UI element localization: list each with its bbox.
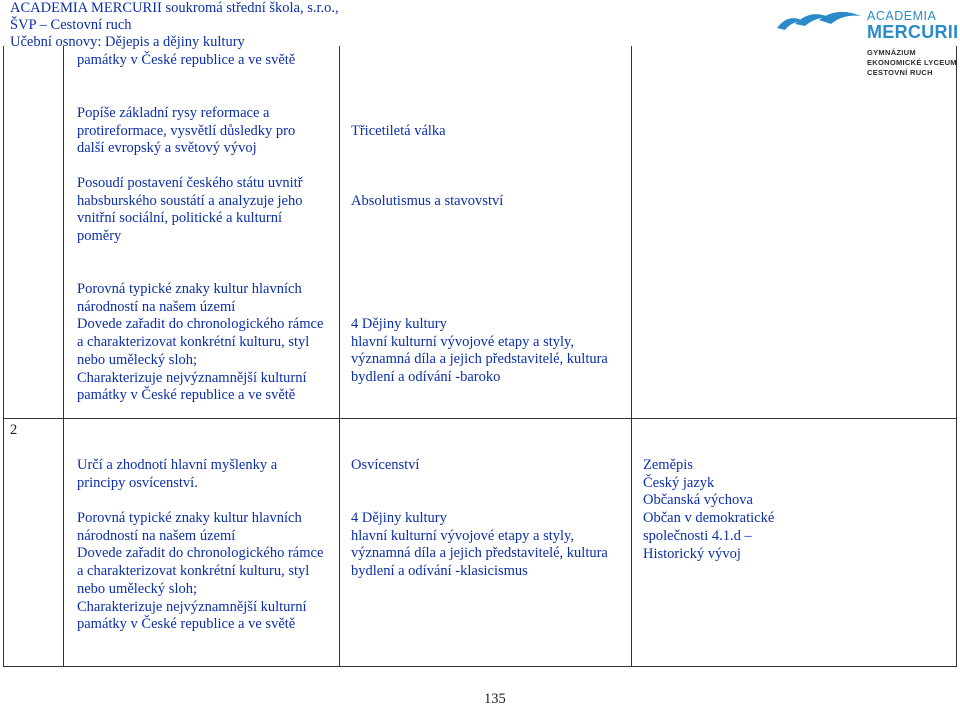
mercury-wing-icon — [775, 8, 863, 42]
row1-outcomes-habsburg: Posoudí postavení českého státu uvnitř habsburského soustátí a analyzuje jeho vnitřní sociální, politické a kulturní poměry — [77, 175, 303, 245]
header-curriculum: Učební osnovy: Dějepis a dějiny kultury — [10, 34, 245, 50]
table-column-divider — [631, 46, 632, 667]
logo-lyceum: EKONOMICKÉ LYCEUM — [867, 58, 957, 67]
row2-cross-curricular-relations: Zeměpis Český jazyk Občanská výchova Občan v demokratické společnosti 4.1.d – Historický vývoj — [643, 457, 775, 562]
table-cell-fragment: památky v České republice a ve světě — [77, 52, 296, 68]
table-column-divider — [63, 46, 64, 667]
logo-academia: ACADEMIA — [867, 9, 937, 23]
logo-gymnazium: GYMNÁZIUM — [867, 48, 916, 57]
row2-topic-classicism-culture: 4 Dějiny kultury hlavní kulturní vývojové etapy a styly, významná díla a jejich představitelé, kultura bydlení a odívání -klasicismus — [351, 510, 608, 580]
row2-outcomes-culture: Porovná typické znaky kultur hlavních národností na našem území Dovede zařadit do chronologického rámce a charakterizovat konkrétní kulturu, styl nebo umělecký sloh; Charakterizuje nejvýznamnější kulturní památky v České republice a ve světě — [77, 510, 324, 633]
page-number: 135 — [484, 691, 506, 707]
row2-topic-enlightenment: Osvícenství — [351, 457, 420, 473]
row2-number: 2 — [10, 422, 18, 438]
table-column-divider — [339, 46, 340, 667]
table-row-divider — [3, 418, 957, 419]
row1-topic-baroque-culture: 4 Dějiny kultury hlavní kulturní vývojové etapy a styly, významná díla a jejich představitelé, kultura bydlení a odívání -baroko — [351, 316, 608, 386]
row2-outcomes-enlightenment: Určí a zhodnotí hlavní myšlenky a principy osvícenství. — [77, 457, 278, 491]
logo-mercurii: MERCURII — [867, 22, 959, 42]
row1-outcomes-culture: Porovná typické znaky kultur hlavních národností na našem území Dovede zařadit do chronologického rámce a charakterizovat konkrétní kulturu, styl nebo umělecký sloh; Charakterizuje nejvýznamnější kulturní památky v České republice a ve světě — [77, 281, 324, 404]
row1-topic-thirty-years-war: Třicetiletá válka — [351, 123, 446, 139]
logo-cestovni-ruch: CESTOVNÍ RUCH — [867, 68, 933, 77]
row1-topic-absolutism: Absolutismus a stavovství — [351, 193, 504, 209]
row1-outcomes-reformation: Popíše základní rysy reformace a protireformace, vysvětlí důsledky pro další evropský a světový vývoj — [77, 105, 296, 157]
document-header — [10, 0, 339, 51]
header-school-name: ACADEMIA MERCURII soukromá střední škola, s.r.o., — [10, 0, 339, 16]
header-program: ŠVP – Cestovní ruch — [10, 17, 132, 33]
